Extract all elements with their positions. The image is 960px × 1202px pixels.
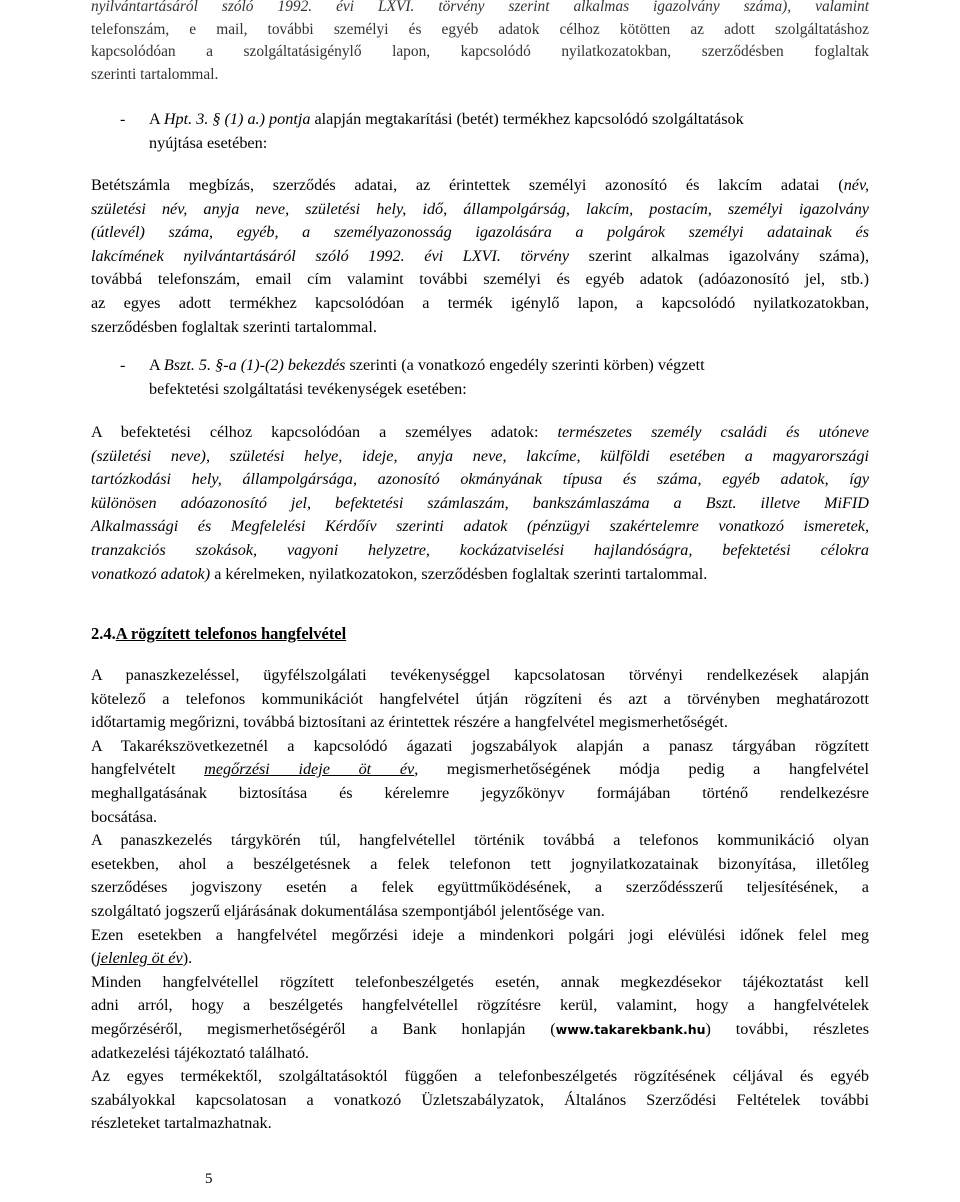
- text-line: nyújtása esetében:: [149, 133, 268, 152]
- text-span: tranzakciós szokások, vagyoni helyzetre, kockázatviselési hajlandóságra, befektetési célokra: [91, 540, 869, 559]
- text-line: [91, 492, 869, 516]
- text-line: [91, 421, 869, 445]
- text-line: szolgáltató jogszerű eljárásának dokumentálása szempontjából jelentősége van.: [91, 901, 605, 920]
- paragraph-befektetesi: [91, 421, 869, 586]
- list-dash: -: [120, 356, 126, 374]
- text-line: befektetési szolgáltatási tevékenységek esetében:: [149, 379, 467, 398]
- text-span: természetes személy családi és utóneve: [557, 423, 869, 441]
- text-line: [91, 468, 869, 492]
- text-span: , megismerhetőségének módja pedig a hangfelvétel: [414, 760, 869, 779]
- text-span: pontja: [269, 110, 311, 128]
- text-span: ) további, részletes: [705, 1019, 870, 1038]
- text-line: Ezen esetekben a hangfelvétel megőrzési ideje a mindenkori polgári jogi elévülési időnek felel meg: [91, 925, 869, 944]
- paragraph-betetszamla: [91, 174, 869, 339]
- text-span: Alkalmassági és Megfelelési Kérdőív szerinti adatok (pénzügyi szakértelemre vonatkozó ismeretek,: [91, 517, 869, 536]
- paragraph-continuation: [91, 0, 869, 86]
- text-line: kapcsolódóan a szolgáltatásigénylő lapon, kapcsolódó nyilatkozatokban, szerződésben foglaltak: [91, 43, 869, 61]
- text-line: [91, 563, 869, 587]
- text-span: hangfelvételt: [91, 760, 205, 779]
- text-span: (: [91, 949, 97, 968]
- text-span: a kérelmeken, nyilatkozatokon, szerződésben foglaltak szerinti tartalommal.: [210, 564, 708, 583]
- text-line: adatkezelési tájékoztató található.: [91, 1043, 309, 1062]
- text-span: jelenleg öt év: [96, 949, 183, 968]
- text-line: [91, 0, 869, 19]
- section-heading: [91, 622, 346, 646]
- text-span: szerinti (a vonatkozó engedély szerinti körben) végzett: [345, 356, 705, 374]
- text-line: A panaszkezeléssel, ügyfélszolgálati tevékenységgel kapcsolatosan törvényi rendelkezések alapján: [91, 666, 869, 684]
- text-span: A: [149, 356, 164, 374]
- text-span: A befektetési célhoz kapcsolódóan a személyes adatok:: [91, 423, 558, 441]
- text-span: (születési neve), születési helye, ideje, anyja neve, lakcíme, külföldi esetében a magyarországi: [91, 446, 869, 465]
- text-line: [91, 539, 869, 563]
- text-span: Hpt. 3. § (1) a.): [163, 110, 265, 128]
- list-item-hpt: [149, 108, 869, 155]
- text-span: különösen adóazonosító jel, befektetési számlaszám, bankszámlaszáma a Bszt. illetve MiFID: [91, 493, 869, 512]
- text-line: bocsátása.: [91, 807, 158, 826]
- text-span: törvény szerint alkalmas igazolvány száma), valamint: [438, 0, 869, 15]
- text-span: ).: [182, 949, 193, 968]
- text-line: adni arról, hogy a beszélgetés hangfelvétellel rögzítésre kerül, valamint, hogy a hangfelvételek: [91, 996, 869, 1015]
- text-span: A: [149, 110, 164, 128]
- text-line: szabályokkal kapcsolatosan a vonatkozó Üzletszabályzatok, Általános Szerződési Feltételek további: [91, 1090, 869, 1109]
- text-span: születési név, anyja neve, születési hely, idő, állampolgárság, lakcím, postacím, személyi igazolvány: [91, 199, 869, 218]
- section-number: 2.4.: [91, 624, 116, 643]
- text-span: lakcímének nyilvántartásáról szóló 1992. évi LXVI. törvény: [91, 246, 570, 265]
- text-span: tartózkodási hely, állampolgársága, azonosító okmányának típusa és száma, egyéb adatok, így: [91, 470, 869, 489]
- text-line: [91, 515, 869, 539]
- text-line: [91, 221, 869, 245]
- list-dash: -: [120, 110, 126, 128]
- text-span: megőrzéséről, megismerhetőségéről a Bank honlapján (: [91, 1019, 556, 1038]
- text-line: [91, 198, 869, 222]
- text-line: szerződésben foglaltak szerinti tartalommal.: [91, 317, 377, 336]
- page-number: 5: [205, 1171, 213, 1187]
- text-line: [91, 758, 869, 782]
- text-span: Bszt. 5. §-a (1)-(2) bekezdés: [163, 356, 346, 374]
- list-item-bszt: [149, 354, 869, 401]
- text-span: nyilvántartásáról szóló 1992. évi LXVI.: [91, 0, 415, 15]
- text-line: A Takarékszövetkezetnél a kapcsolódó ágazati jogszabályok alapján a panasz tárgyában rögzített: [91, 736, 869, 755]
- text-line: [91, 174, 869, 198]
- section-title: A rögzített telefonos hangfelvétel: [115, 624, 347, 643]
- text-line: az egyes adott termékhez kapcsolódóan a termék igénylő lapon, a kapcsolódó nyilatkozatokban,: [91, 293, 869, 312]
- text-line: szerinti tartalommal.: [91, 65, 219, 83]
- text-line: meghallgatásának biztosítása és kérelemre jegyzőkönyv formájában történő rendelkezésre: [91, 783, 869, 802]
- text-line: esetekben, ahol a beszélgetésnek a felek telefonon tett jognyilatkozatainak bizonyítása, illetőleg: [91, 854, 869, 873]
- text-span: szerint alkalmas igazolvány száma),: [569, 246, 869, 265]
- text-span: vonatkozó adatok): [91, 564, 211, 583]
- text-line: részleteket tartalmazhatnak.: [91, 1114, 272, 1133]
- text-span: név,: [843, 176, 869, 194]
- paragraph-hangfelvetel: [91, 664, 869, 1136]
- text-line: kötelező a telefonos kommunikációt hangfelvétel útján rögzíteni és azt a törvényben meghatározott: [91, 689, 869, 708]
- text-span: Betétszámla megbízás, szerződés adatai, az érintettek személyi azonosító és lakcím adatai (: [91, 176, 844, 194]
- text-line: [91, 1018, 869, 1042]
- text-line: A panaszkezelés tárgykörén túl, hangfelvétellel történik továbbá a telefonos kommunikáció olyan: [91, 831, 869, 850]
- website-link[interactable]: www.takarekbank.hu: [555, 1021, 706, 1037]
- text-line: Minden hangfelvétellel rögzített telefonbeszélgetés esetén, annak megkezdésekor tájékoztatást kell: [91, 972, 869, 991]
- text-span: (útlevél) száma, egyéb, a személyazonosság igazolására a polgárok személyi adatainak és: [91, 223, 869, 242]
- text-line: [149, 108, 869, 132]
- text-line: telefonszám, e mail, további személyi és egyéb adatok célhoz kötötten az adott szolgáltatáshoz: [91, 20, 869, 38]
- text-line: [91, 947, 869, 971]
- text-line: [91, 445, 869, 469]
- text-span: megőrzési ideje öt év: [204, 760, 415, 779]
- text-line: időtartamig megőrizni, továbbá biztosítani az érintettek részére a hangfelvétel megismerhetőségét.: [91, 713, 728, 732]
- text-span: alapján megtakarítási (betét) termékhez kapcsolódó szolgáltatások: [310, 110, 744, 128]
- text-line: szerződéses jogviszony esetén a felek együttműködésének, a szerződésszerű teljesítésének, a: [91, 878, 869, 897]
- text-line: Az egyes termékektől, szolgáltatásoktól függően a telefonbeszélgetés rögzítésének céljával és egyéb: [91, 1067, 869, 1086]
- text-line: [149, 354, 869, 378]
- text-line: továbbá telefonszám, email cím valamint további személyi és egyéb adatok (adóazonosító jel, stb.): [91, 270, 869, 289]
- text-line: [91, 245, 869, 269]
